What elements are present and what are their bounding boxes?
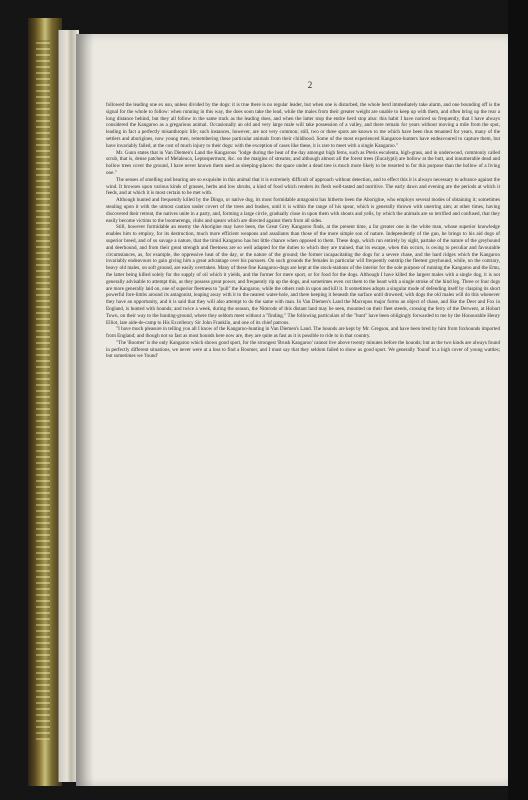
paragraph: Mr. Gunn states that in Van Diemen's Land the Kangaroos "lodge during the heat of the day amongst high ferns, such as Pteris esculenta, high-grass, and in underwood, commonly called scrub, that is, dense patches of Melaleuca, Leptospermum, &c. on the margins of streams; and although almost all the forest trees (Eucalypti) are hollow at the butt, and innumerable dead and hollow trees cover the ground, I have never known them used as sleeping-places: the space under a dead tree is much more likely to be resorted to for this purpose than the hollow of a living one." bbox=[106, 149, 500, 176]
paragraph: followed the leading one ex usu, unless divided by the dogs: it is true there is no regular leader, but when one is disturbed, the whole herd immediately take alarm, and one bounding off is the signal for the whole to follow: when running in this way, the does soon take the lead, while the males from their greater weight are unable to keep up with them, and often bring up the rear a long distance behind, but they all follow in the same track as the leading does, and when the latter stop the entire herd stop also: this habit I have noticed so frequently, that I have always considered the Kangaroo as a gregarious animal. Occasionally an old and very large male will take possession of a valley, and there remain for years without moving a mile from the spot, leading in fact a perfectly misanthropic life; such instances, however, are not very common; still, two or three spots are known to me which have been thus tenanted for years, many of the settlers and aborigines, now young men, remembering these particular animals from their childhood. Some of the most experienced Kangaroo-hunters have endeavoured to capture them, but have invariably failed, at the cost of much injury to their dogs: with the exception of cases like these, it is rare to meet with a single Kangaroo." bbox=[106, 102, 500, 149]
paragraph: Although hunted and frequently killed by the Dingo, or native dog, its most formidable antagonist has hitherto been the Aborigine, who employs several modes of obtaining it; sometimes stealing upon it with the utmost caution under covert of the trees and bushes, until it is within the range of his spear, which is generally thrown with unerring aim; at other times, having discovered their retreat, the natives unite in a party, and, forming a large circle, gradually close in upon them with shouts and yells, by which the animals are so terrified and confused, that they easily become victims to the boomerengs, clubs and spears which are directed against them from all sides. bbox=[106, 197, 500, 224]
paragraph: Still, however formidable an enemy the Aborigine may have been, the Great Grey Kangaroo finds, at the present time, a far greater one in the white man, whose superior knowledge enables him to employ, for its destruction, much more efficient weapons and assailants than those of the more simple son of nature. Independently of the gun, he brings to his aid dogs of superior breed, and of so savage a nature, that the timid Kangaroo has but little chance when opposed to them. These dogs, which run entirely by sight, partake of the nature of the greyhound and deerhound, and from their great strength and fleetness are so well adapted for the duties to which they are trained, that its escape, when this occurs, is owing to peculiar and favourable circumstances, as, for example, the oppressive heat of the day, or the nature of the ground; the former incapacitating the dogs for a severe chase, and the hard ridges which the Kangaroo invariably endeavours to gain giving him a great advantage over his pursuers. On such grounds the females in particular will frequently outstrip the fleetest greyhound, while, on the contrary, heavy old males, on soft ground, are easily overtaken. Many of these fine Kangaroo-dogs are kept at the stock-stations of the interior for the sole purpose of running the Kangaroo and the Emu, the latter being killed solely for the supply of oil which it yields, and the former for mere sport, or for food for the dogs. Although I have killed the largest males with a single dog, it is not generally advisable to attempt this, as they possess great power, and frequently rip up the dogs, and sometimes even cut them to the heart with a single stroke of the hind leg. Three or four dogs are more generally laid on, one of superior fleetness to "pull" the Kangaroo, while the others rush in upon and kill it. It sometimes adopts a singular mode of defending itself by clasping its short powerful fore-limbs around its antagonist, leaping away with it to the nearest water-hole, and there keeping it beneath the surface until drowned; with dogs the old males will do this whenever they have an opportunity, and it is said that they will also attempt to do the same with man. In Van Diemen's Land the Macropus major forms an object of chase, and like the Deer and Fox in England, is hunted with hounds; and twice a week, during the season, the Nimrods of this distant land may be seen, mounted on their fleet steeds, crossing the ferry of the Derwent, at Hobart Town, on their way to the hunting-ground, where they seldom meet without a "finding." The following particulars of the "hunt" have been obligingly forwarded to me by the Honourable Henry Elliot, late aide-de-camp to His Excellency Sir John Franklin, and one of its chief patrons. bbox=[106, 224, 500, 326]
paragraph: The senses of smelling and hearing are so exquisite in this animal that it is extremely difficult of approach without detection, and to effect this it is always necessary to advance against the wind. It browses upon various kinds of grasses, herbs and low shrubs, a kind of food which renders its flesh well-tasted and nutritive. The early dawn and evening are the periods at which it feeds, and at which it is most certain to be met with. bbox=[106, 176, 500, 197]
scan-right-edge bbox=[508, 0, 528, 800]
page-number: 2 bbox=[307, 80, 313, 90]
paragraph: "I have much pleasure in telling you all I know of the Kangaroo-hunting in Van Diemen's Land. The hounds are kept by Mr. Gregson, and have been bred by him from foxhounds imported from England; and though not so fast as most hounds here now are, they are quite as fast as it is possible to ride to in that country. bbox=[106, 326, 500, 340]
body-text bbox=[106, 102, 500, 360]
gilded-binding-pattern bbox=[36, 40, 50, 740]
gutter-shadow bbox=[76, 34, 94, 786]
paragraph: "The 'Boomer' is the only Kangaroo which shows good sport, for the strongest 'Brush Kangaroo' cannot live above twenty minutes before the hounds; but as the two kinds are always found in perfectly different situations, we never were at a loss to find a Boomer, and I must say that they seldom failed to show us good sport. We generally 'found' in a high cover of young wattles; but sometimes we 'found' bbox=[106, 339, 500, 360]
